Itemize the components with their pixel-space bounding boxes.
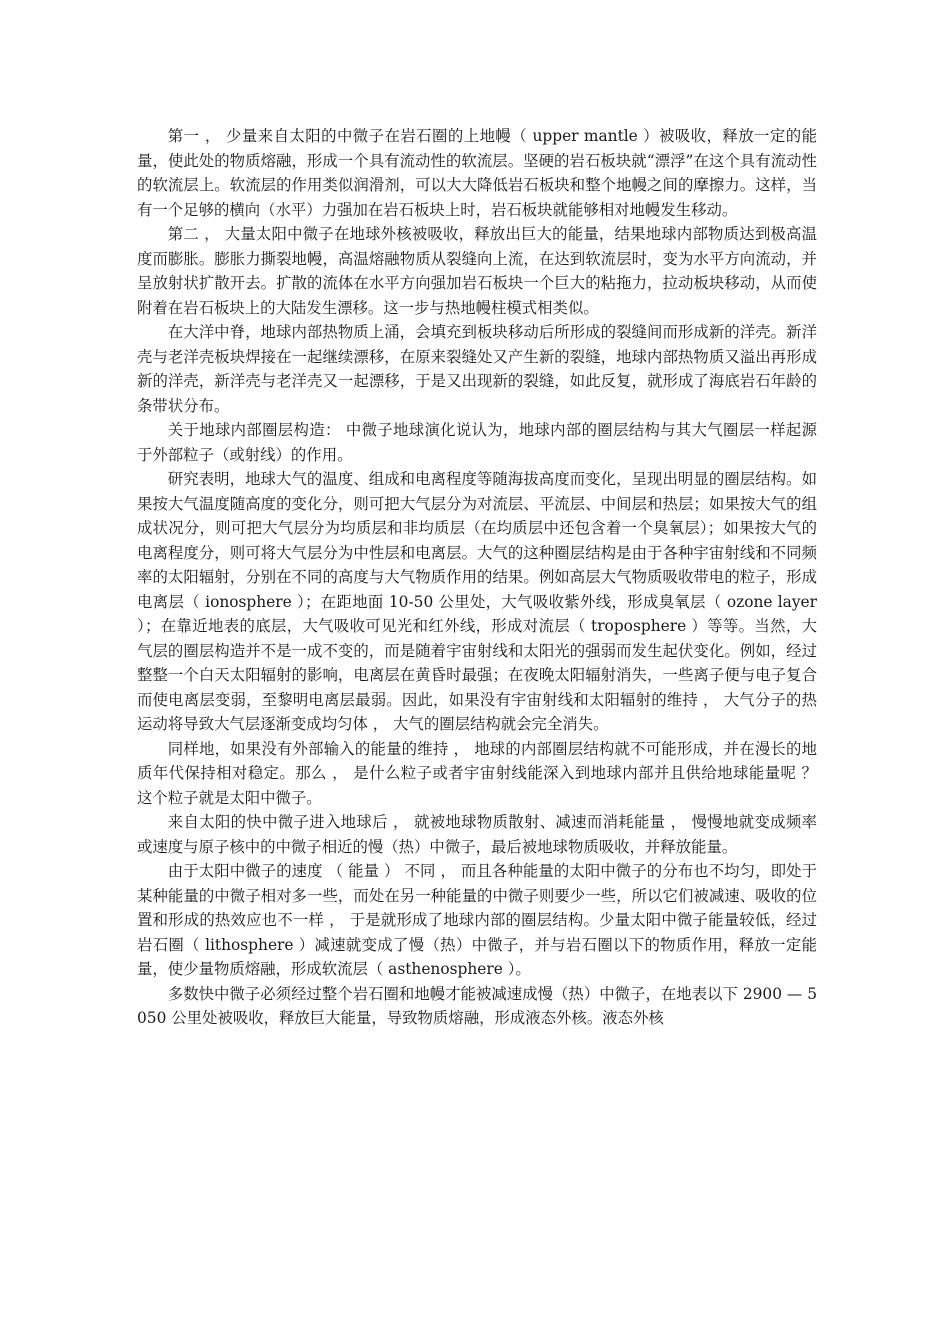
paragraph-7: 来自太阳的快中微子进入地球后 ， 就被地球物质散射、减速而消耗能量 ， 慢慢地就变成频率或速度与原子核中的中微子相近的慢（热）中微子，最后被地球物质吸收，并释放能量。 [137,813,817,856]
document-body [137,124,817,1031]
paragraph-6: 同样地，如果没有外部输入的能量的维持 ， 地球的内部圈层结构就不可能形成，并在漫长的地质年代保持相对稳定。那么 ， 是什么粒子或者宇宙射线能深入到地球内部并且供给地球能量呢 ？ 这个粒子就是太阳中微子。 [137,739,817,807]
paragraph-9: 多数快中微子必须经过整个岩石圈和地幔才能被减速成慢（热）中微子，在地表以下 2900 — 5050 公里处被吸收，释放巨大能量，导致物质熔融，形成液态外核。液态外核 [137,984,817,1027]
paragraph-1: 第一 ， 少量来自太阳的中微子在岩石圈的上地幔（ upper mantle ）被吸收，释放一定的能量，使此处的物质熔融，形成一个具有流动性的软流层。坚硬的岩石板块就“漂浮”在这个具有流动性的软流层上。软流层的作用类似润滑剂，可以大大降低岩石板块和整个地幔之间的摩擦力。这样，当有一个足够的横向（水平）力强加在岩石板块上时，岩石板块就能够相对地幔发生移动。 [137,127,817,219]
paragraph-8: 由于太阳中微子的速度 （ 能量 ） 不同 ， 而且各种能量的太阳中微子的分布也不均匀，即处于某种能量的中微子相对多一些，而处在另一种能量的中微子则要少一些，所以它们被减速、吸收的位置和形成的热效应也不一样 ， 于是就形成了地球内部的圈层结构。少量太阳中微子能量较低，经过岩石圈（ lithosphere ）减速就变成了慢（热）中微子，并与岩石圈以下的物质作用，释放一定能量，使少量物质熔融，形成软流层（ asthenosphere ）。 [137,862,817,978]
paragraph-2: 第二 ， 大量太阳中微子在地球外核被吸收，释放出巨大的能量，结果地球内部物质达到极高温度而膨胀。膨胀力撕裂地幔，高温熔融物质从裂缝向上流，在达到软流层时，变为水平方向流动，并呈放射状扩散开去。扩散的流体在水平方向强加岩石板块一个巨大的粘拖力，拉动板块移动，从而使附着在岩石板块上的大陆发生漂移。这一步与热地幔柱模式相类似。 [137,225,817,317]
paragraph-5: 研究表明，地球大气的温度、组成和电离程度等随海拔高度而变化，呈现出明显的圈层结构。如果按大气温度随高度的变化分，则可把大气层分为对流层、平流层、中间层和热层；如果按大气的组成状况分，则可把大气层分为均质层和非均质层（在均质层中还包含着一个臭氧层）；如果按大气的电离程度分，则可将大气层分为中性层和电离层。大气的这种圈层结构是由于各种宇宙射线和不同频率的太阳辐射，分别在不同的高度与大气物质作用的结果。例如高层大气物质吸收带电的粒子，形成电离层（ ionosphere ）；在距地面 10-50 公里处，大气吸收紫外线，形成臭氧层（ ozone layer ）；在靠近地表的底层，大气吸收可见光和红外线，形成对流层（ troposphere ）等等。当然，大气层的圈层构造并不是一成不变的，而是随着宇宙射线和太阳光的强弱而发生起伏变化。例如，经过整整一个白天太阳辐射的影响，电离层在黄昏时最强；在夜晚太阳辐射消失，一些离子便与电子复合而使电离层变弱，至黎明电离层最弱。因此，如果没有宇宙射线和太阳辐射的维持 ， 大气分子的热运动将导致大气层逐渐变成均匀体 ， 大气的圈层结构就会完全消失。 [137,470,817,733]
paragraph-3: 在大洋中脊，地球内部热物质上涌，会填充到板块移动后所形成的裂缝间而形成新的洋壳。新洋壳与老洋壳板块焊接在一起继续漂移，在原来裂缝处又产生新的裂缝，地球内部热物质又溢出再形成新的洋壳，新洋壳与老洋壳又一起漂移，于是又出现新的裂缝，如此反复，就形成了海底岩石年龄的条带状分布。 [137,323,817,415]
paragraph-4: 关于地球内部圈层构造： 中微子地球演化说认为，地球内部的圈层结构与其大气圈层一样起源于外部粒子（或射线）的作用。 [137,421,817,464]
